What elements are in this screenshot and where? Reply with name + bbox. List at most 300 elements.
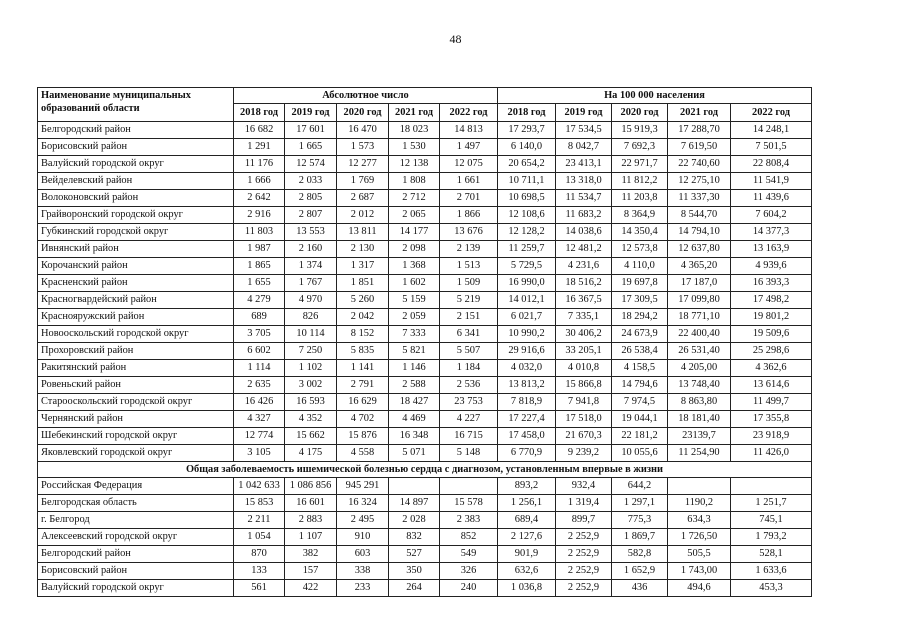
- row-name-cell: Грайворонский городской округ: [38, 207, 234, 224]
- value-cell: 24 673,9: [612, 326, 668, 343]
- value-cell: 932,4: [556, 478, 612, 495]
- value-cell: 8 152: [337, 326, 389, 343]
- value-cell: 2 807: [285, 207, 337, 224]
- value-cell: 2 042: [337, 309, 389, 326]
- row-name-cell: Белгородский район: [38, 546, 234, 563]
- value-cell: 7 335,1: [556, 309, 612, 326]
- value-cell: 17 309,5: [612, 292, 668, 309]
- value-cell: 3 105: [234, 445, 285, 462]
- value-cell: 7 941,8: [556, 394, 612, 411]
- value-cell: 13 614,6: [731, 377, 812, 394]
- year-header: 2018 год: [498, 104, 556, 122]
- row-name-cell: Ровеньский район: [38, 377, 234, 394]
- value-cell: 12 128,2: [498, 224, 556, 241]
- row-name-cell: Белгородский район: [38, 122, 234, 139]
- value-cell: 30 406,2: [556, 326, 612, 343]
- value-cell: 2 252,9: [556, 546, 612, 563]
- value-cell: 1 793,2: [731, 529, 812, 546]
- value-cell: 14 794,10: [668, 224, 731, 241]
- value-cell: 1 602: [389, 275, 440, 292]
- page-number: 48: [449, 32, 462, 46]
- table-row: [38, 326, 812, 343]
- row-name-cell: Краснояружский район: [38, 309, 234, 326]
- row-name-cell: Волоконовский район: [38, 190, 234, 207]
- value-cell: 18 023: [389, 122, 440, 139]
- year-header: 2022 год: [731, 104, 812, 122]
- value-cell: 1 114: [234, 360, 285, 377]
- row-name-cell: Красненский район: [38, 275, 234, 292]
- value-cell: 494,6: [668, 580, 731, 597]
- value-cell: 16 367,5: [556, 292, 612, 309]
- value-cell: 7 619,50: [668, 139, 731, 156]
- value-cell: 12 637,80: [668, 241, 731, 258]
- value-cell: 1 319,4: [556, 495, 612, 512]
- value-cell: 4 010,8: [556, 360, 612, 377]
- value-cell: 2 059: [389, 309, 440, 326]
- section-row: [38, 462, 812, 478]
- year-header: 2020 год: [612, 104, 668, 122]
- value-cell: 2 151: [440, 309, 498, 326]
- value-cell: 15 853: [234, 495, 285, 512]
- value-cell: 11 499,7: [731, 394, 812, 411]
- value-cell: 1 866: [440, 207, 498, 224]
- value-cell: 2 252,9: [556, 580, 612, 597]
- value-cell: 14 350,4: [612, 224, 668, 241]
- value-cell: 1 726,50: [668, 529, 731, 546]
- value-cell: 157: [285, 563, 337, 580]
- value-cell: 14 248,1: [731, 122, 812, 139]
- value-cell: 2 383: [440, 512, 498, 529]
- year-header: 2018 год: [234, 104, 285, 122]
- value-cell: 2 588: [389, 377, 440, 394]
- value-cell: 1 497: [440, 139, 498, 156]
- value-cell: 2 252,9: [556, 529, 612, 546]
- row-name-cell: г. Белгород: [38, 512, 234, 529]
- value-cell: 133: [234, 563, 285, 580]
- table-row: [38, 495, 812, 512]
- value-cell: 2 805: [285, 190, 337, 207]
- value-cell: 15 662: [285, 428, 337, 445]
- value-cell: 893,2: [498, 478, 556, 495]
- value-cell: 16 715: [440, 428, 498, 445]
- value-cell: 899,7: [556, 512, 612, 529]
- value-cell: 561: [234, 580, 285, 597]
- section-title: Общая заболеваемость ишемической болезнью сердца с диагнозом, установленным впервые в жизни: [38, 462, 812, 478]
- value-cell: 20 654,2: [498, 156, 556, 173]
- value-cell: 22 971,7: [612, 156, 668, 173]
- value-cell: 14 012,1: [498, 292, 556, 309]
- row-name-cell: Российская Федерация: [38, 478, 234, 495]
- value-cell: 17 288,70: [668, 122, 731, 139]
- value-cell: 2 127,6: [498, 529, 556, 546]
- value-cell: 12 138: [389, 156, 440, 173]
- value-cell: 5 260: [337, 292, 389, 309]
- value-cell: 549: [440, 546, 498, 563]
- value-cell: 2 712: [389, 190, 440, 207]
- table-row: [38, 275, 812, 292]
- value-cell: 1 086 856: [285, 478, 337, 495]
- value-cell: 15 876: [337, 428, 389, 445]
- value-cell: 945 291: [337, 478, 389, 495]
- value-cell: 4 469: [389, 411, 440, 428]
- value-cell: 18 516,2: [556, 275, 612, 292]
- value-cell: 7 692,3: [612, 139, 668, 156]
- value-cell: 23 918,9: [731, 428, 812, 445]
- value-cell: 1190,2: [668, 495, 731, 512]
- value-cell: 870: [234, 546, 285, 563]
- year-header: 2019 год: [285, 104, 337, 122]
- value-cell: 775,3: [612, 512, 668, 529]
- value-cell: 2 028: [389, 512, 440, 529]
- value-cell: 11 534,7: [556, 190, 612, 207]
- value-cell: 2 065: [389, 207, 440, 224]
- value-cell: 13 318,0: [556, 173, 612, 190]
- value-cell: 29 916,6: [498, 343, 556, 360]
- table-row: [38, 445, 812, 462]
- value-cell: 632,6: [498, 563, 556, 580]
- value-cell: 4 558: [337, 445, 389, 462]
- value-cell: 582,8: [612, 546, 668, 563]
- value-cell: 8 544,70: [668, 207, 731, 224]
- value-cell: 1 865: [234, 258, 285, 275]
- value-cell: 8 364,9: [612, 207, 668, 224]
- value-cell: 745,1: [731, 512, 812, 529]
- value-cell: 453,3: [731, 580, 812, 597]
- value-cell: 2 791: [337, 377, 389, 394]
- value-cell: 12 277: [337, 156, 389, 173]
- statistics-table: [37, 87, 812, 597]
- table-row: [38, 394, 812, 411]
- value-cell: 1 146: [389, 360, 440, 377]
- value-cell: 1 530: [389, 139, 440, 156]
- value-cell: 7 818,9: [498, 394, 556, 411]
- row-name-cell: Вейделевский район: [38, 173, 234, 190]
- value-cell: 14 794,6: [612, 377, 668, 394]
- value-cell: 1 184: [440, 360, 498, 377]
- row-name-cell: Ракитянский район: [38, 360, 234, 377]
- value-cell: 436: [612, 580, 668, 597]
- value-cell: 15 919,3: [612, 122, 668, 139]
- value-cell: 901,9: [498, 546, 556, 563]
- value-cell: 1 141: [337, 360, 389, 377]
- value-cell: 689,4: [498, 512, 556, 529]
- table-row: [38, 173, 812, 190]
- value-cell: 17 099,80: [668, 292, 731, 309]
- value-cell: 16 348: [389, 428, 440, 445]
- value-cell: [668, 478, 731, 495]
- value-cell: 23139,7: [668, 428, 731, 445]
- value-cell: 7 250: [285, 343, 337, 360]
- value-cell: 4 227: [440, 411, 498, 428]
- value-cell: 832: [389, 529, 440, 546]
- row-name-cell: Борисовский район: [38, 563, 234, 580]
- value-cell: 382: [285, 546, 337, 563]
- value-cell: 7 604,2: [731, 207, 812, 224]
- value-cell: 1 513: [440, 258, 498, 275]
- table-row: [38, 241, 812, 258]
- value-cell: 2 252,9: [556, 563, 612, 580]
- table-row: [38, 207, 812, 224]
- value-cell: 17 227,4: [498, 411, 556, 428]
- value-cell: 10 114: [285, 326, 337, 343]
- row-name-cell: Новооскольский городской округ: [38, 326, 234, 343]
- value-cell: 18 181,40: [668, 411, 731, 428]
- value-cell: 4 231,6: [556, 258, 612, 275]
- value-cell: 1 054: [234, 529, 285, 546]
- value-cell: 1 655: [234, 275, 285, 292]
- table-row: [38, 360, 812, 377]
- row-name-cell: Прохоровский район: [38, 343, 234, 360]
- value-cell: 2 495: [337, 512, 389, 529]
- value-cell: 4 205,00: [668, 360, 731, 377]
- value-cell: 2 701: [440, 190, 498, 207]
- value-cell: 19 697,8: [612, 275, 668, 292]
- value-cell: [389, 478, 440, 495]
- value-cell: 17 187,0: [668, 275, 731, 292]
- value-cell: 22 400,40: [668, 326, 731, 343]
- value-cell: 5 729,5: [498, 258, 556, 275]
- table-row: [38, 292, 812, 309]
- value-cell: 5 507: [440, 343, 498, 360]
- value-cell: 8 042,7: [556, 139, 612, 156]
- value-cell: 22 740,60: [668, 156, 731, 173]
- value-cell: 910: [337, 529, 389, 546]
- value-cell: 1 573: [337, 139, 389, 156]
- row-name-cell: Белгородская область: [38, 495, 234, 512]
- value-cell: 12 275,10: [668, 173, 731, 190]
- value-cell: 13 676: [440, 224, 498, 241]
- value-cell: 15 866,8: [556, 377, 612, 394]
- value-cell: 505,5: [668, 546, 731, 563]
- value-cell: 2 033: [285, 173, 337, 190]
- value-cell: 26 538,4: [612, 343, 668, 360]
- value-cell: 2 916: [234, 207, 285, 224]
- value-cell: 326: [440, 563, 498, 580]
- value-cell: 9 239,2: [556, 445, 612, 462]
- value-cell: 1 368: [389, 258, 440, 275]
- value-cell: 17 601: [285, 122, 337, 139]
- table-row: [38, 377, 812, 394]
- value-cell: 1 851: [337, 275, 389, 292]
- value-cell: 1 808: [389, 173, 440, 190]
- value-cell: 2 139: [440, 241, 498, 258]
- name-column-header: Наименование муниципальных образований области: [38, 88, 234, 122]
- value-cell: 2 642: [234, 190, 285, 207]
- value-cell: 1 107: [285, 529, 337, 546]
- value-cell: 12 573,8: [612, 241, 668, 258]
- value-cell: 2 098: [389, 241, 440, 258]
- value-cell: 1 665: [285, 139, 337, 156]
- table-row: [38, 122, 812, 139]
- value-cell: 12 481,2: [556, 241, 612, 258]
- value-cell: 4 362,6: [731, 360, 812, 377]
- table-row: [38, 478, 812, 495]
- value-cell: 13 163,9: [731, 241, 812, 258]
- table-row: [38, 343, 812, 360]
- value-cell: 2 160: [285, 241, 337, 258]
- table-row: [38, 156, 812, 173]
- value-cell: 17 498,2: [731, 292, 812, 309]
- value-cell: 1 297,1: [612, 495, 668, 512]
- value-cell: 16 426: [234, 394, 285, 411]
- value-cell: 5 219: [440, 292, 498, 309]
- per100k-group-header: На 100 000 населения: [498, 88, 812, 104]
- value-cell: 12 108,6: [498, 207, 556, 224]
- value-cell: 18 427: [389, 394, 440, 411]
- row-name-cell: Ивнянский район: [38, 241, 234, 258]
- value-cell: 13 813,2: [498, 377, 556, 394]
- table-row: [38, 309, 812, 326]
- value-cell: 17 458,0: [498, 428, 556, 445]
- value-cell: 4 327: [234, 411, 285, 428]
- row-name-cell: Валуйский городской округ: [38, 580, 234, 597]
- value-cell: 4 352: [285, 411, 337, 428]
- value-cell: 1 509: [440, 275, 498, 292]
- value-cell: 603: [337, 546, 389, 563]
- year-header: 2021 год: [389, 104, 440, 122]
- table-row: [38, 529, 812, 546]
- value-cell: 852: [440, 529, 498, 546]
- row-name-cell: Чернянский район: [38, 411, 234, 428]
- table-header-group-row: [38, 88, 812, 104]
- value-cell: 10 055,6: [612, 445, 668, 462]
- absolute-group-header: Абсолютное число: [234, 88, 498, 104]
- table-row: [38, 224, 812, 241]
- value-cell: [440, 478, 498, 495]
- row-name-cell: Шебекинский городской округ: [38, 428, 234, 445]
- value-cell: 1 317: [337, 258, 389, 275]
- year-header: 2021 год: [668, 104, 731, 122]
- value-cell: 14 177: [389, 224, 440, 241]
- value-cell: 1 652,9: [612, 563, 668, 580]
- value-cell: 2 536: [440, 377, 498, 394]
- value-cell: 13 748,40: [668, 377, 731, 394]
- value-cell: 4 939,6: [731, 258, 812, 275]
- value-cell: 11 259,7: [498, 241, 556, 258]
- table-body: [38, 122, 812, 597]
- value-cell: 14 813: [440, 122, 498, 139]
- value-cell: 5 159: [389, 292, 440, 309]
- value-cell: 264: [389, 580, 440, 597]
- value-cell: 1 102: [285, 360, 337, 377]
- table-row: [38, 139, 812, 156]
- value-cell: 7 501,5: [731, 139, 812, 156]
- table-row: [38, 190, 812, 207]
- row-name-cell: Яковлевский городской округ: [38, 445, 234, 462]
- value-cell: 11 176: [234, 156, 285, 173]
- value-cell: 16 990,0: [498, 275, 556, 292]
- value-cell: 11 541,9: [731, 173, 812, 190]
- value-cell: 26 531,40: [668, 343, 731, 360]
- value-cell: 4 158,5: [612, 360, 668, 377]
- value-cell: 16 593: [285, 394, 337, 411]
- value-cell: 10 698,5: [498, 190, 556, 207]
- row-name-cell: Корочанский район: [38, 258, 234, 275]
- value-cell: 2 211: [234, 512, 285, 529]
- value-cell: 15 578: [440, 495, 498, 512]
- value-cell: 7 333: [389, 326, 440, 343]
- value-cell: 4 110,0: [612, 258, 668, 275]
- value-cell: 1 291: [234, 139, 285, 156]
- value-cell: 11 426,0: [731, 445, 812, 462]
- value-cell: 14 038,6: [556, 224, 612, 241]
- value-cell: 13 553: [285, 224, 337, 241]
- value-cell: 528,1: [731, 546, 812, 563]
- value-cell: 2 635: [234, 377, 285, 394]
- value-cell: 19 801,2: [731, 309, 812, 326]
- value-cell: 14 897: [389, 495, 440, 512]
- value-cell: 10 990,2: [498, 326, 556, 343]
- value-cell: 4 365,20: [668, 258, 731, 275]
- value-cell: 5 835: [337, 343, 389, 360]
- value-cell: 1 374: [285, 258, 337, 275]
- value-cell: 644,2: [612, 478, 668, 495]
- value-cell: 16 601: [285, 495, 337, 512]
- value-cell: 16 629: [337, 394, 389, 411]
- value-cell: 18 771,10: [668, 309, 731, 326]
- row-name-cell: Борисовский район: [38, 139, 234, 156]
- value-cell: 1 633,6: [731, 563, 812, 580]
- value-cell: 23 753: [440, 394, 498, 411]
- table-row: [38, 258, 812, 275]
- row-name-cell: Алексеевский городской округ: [38, 529, 234, 546]
- value-cell: 17 534,5: [556, 122, 612, 139]
- value-cell: 7 974,5: [612, 394, 668, 411]
- value-cell: 527: [389, 546, 440, 563]
- value-cell: 6 021,7: [498, 309, 556, 326]
- value-cell: 17 355,8: [731, 411, 812, 428]
- value-cell: 10 711,1: [498, 173, 556, 190]
- value-cell: 16 682: [234, 122, 285, 139]
- row-name-cell: Валуйский городской округ: [38, 156, 234, 173]
- value-cell: 11 803: [234, 224, 285, 241]
- value-cell: 233: [337, 580, 389, 597]
- value-cell: 689: [234, 309, 285, 326]
- value-cell: 1 666: [234, 173, 285, 190]
- value-cell: 2 883: [285, 512, 337, 529]
- value-cell: 6 602: [234, 343, 285, 360]
- value-cell: 1 987: [234, 241, 285, 258]
- value-cell: 4 032,0: [498, 360, 556, 377]
- value-cell: 11 812,2: [612, 173, 668, 190]
- value-cell: 4 175: [285, 445, 337, 462]
- value-cell: 18 294,2: [612, 309, 668, 326]
- table-row: [38, 512, 812, 529]
- value-cell: 1 251,7: [731, 495, 812, 512]
- value-cell: 4 702: [337, 411, 389, 428]
- value-cell: 11 439,6: [731, 190, 812, 207]
- value-cell: 338: [337, 563, 389, 580]
- value-cell: 11 203,8: [612, 190, 668, 207]
- value-cell: [731, 478, 812, 495]
- value-cell: 12 075: [440, 156, 498, 173]
- year-header: 2022 год: [440, 104, 498, 122]
- value-cell: 5 071: [389, 445, 440, 462]
- value-cell: 1 767: [285, 275, 337, 292]
- value-cell: 6 341: [440, 326, 498, 343]
- table-row: [38, 580, 812, 597]
- value-cell: 350: [389, 563, 440, 580]
- value-cell: 2 687: [337, 190, 389, 207]
- value-cell: 1 661: [440, 173, 498, 190]
- value-cell: 11 683,2: [556, 207, 612, 224]
- value-cell: 16 470: [337, 122, 389, 139]
- year-header: 2020 год: [337, 104, 389, 122]
- table-row: [38, 546, 812, 563]
- value-cell: 1 256,1: [498, 495, 556, 512]
- value-cell: 16 324: [337, 495, 389, 512]
- table-row: [38, 563, 812, 580]
